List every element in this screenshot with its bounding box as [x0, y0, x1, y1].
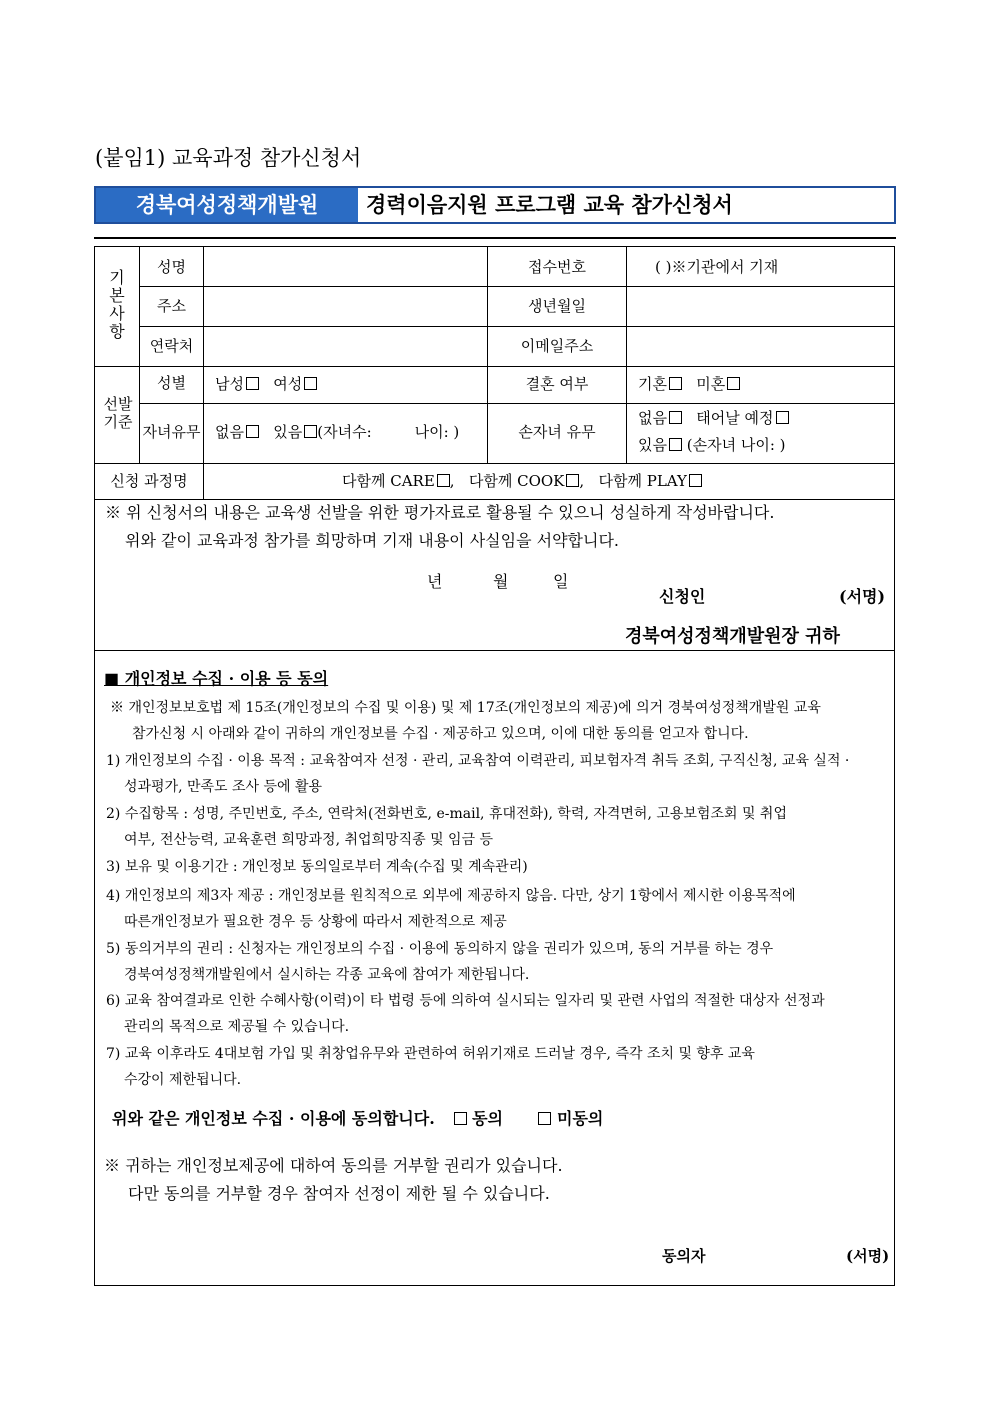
- grandchild-label: 손자녀 유무: [518, 423, 596, 441]
- receipt-label: 접수번호: [528, 258, 586, 276]
- applicant-label: 신청인: [659, 587, 706, 606]
- male-checkbox[interactable]: [246, 377, 259, 390]
- care-checkbox[interactable]: [437, 474, 450, 487]
- privacy-notice-2: 다만 동의를 거부할 경우 참여자 선정이 제한 될 수 있습니다.: [128, 1184, 550, 1203]
- privacy-item-2: 2) 수집항목 : 성명, 주민번호, 주소, 연락처(전화번호, e-mail, 휴대전화), 학력, 자격면허, 고용보험조회 및 취업 여부, 전산능력, 교육훈련 희망과정, 취업희망직종 및 임금 등: [106, 806, 787, 848]
- privacy-item-1: 1) 개인정보의 수집 · 이용 목적 : 교육참여자 선정 · 관리, 교육참여 이력관리, 피보험자격 취득 조회, 구직신청, 교육 실적 · 성과평가, 만족도 조사 등에 활용: [106, 753, 850, 795]
- married-checkbox[interactable]: [669, 377, 682, 390]
- selection-label: 선발기준: [103, 395, 133, 431]
- contact-label: 연락처: [149, 337, 194, 355]
- privacy-item-4: 4) 개인정보의 제3자 제공 : 개인정보를 원칙적으로 외부에 제공하지 않음. 다만, 상기 1항에서 제시한 이용목적에 따른개인정보가 필요한 경우 등 상황에 따라서 제한적으로 제공: [106, 888, 796, 930]
- attachment-title: (붙임1) 교육과정 참가신청서: [95, 146, 362, 170]
- course-label: 신청 과정명: [110, 472, 188, 490]
- consenter-signature: (서명): [846, 1247, 890, 1265]
- play-checkbox[interactable]: [689, 474, 702, 487]
- marriage-options: 기혼 미혼: [638, 374, 740, 394]
- date-day: 일: [553, 572, 569, 591]
- grandchild-options-2: 있음 (손자녀 나이: ): [638, 436, 786, 454]
- grandchild-none-checkbox[interactable]: [669, 411, 682, 424]
- children-label: 자녀유무: [142, 423, 201, 441]
- pledge-text: 위와 같이 교육과정 참가를 희망하며 기재 내용이 사실임을 서약합니다.: [125, 531, 619, 550]
- grandchild-options-1: 없음 태어날 예정: [638, 408, 789, 428]
- date-month: 월: [493, 572, 509, 591]
- children-yes-checkbox[interactable]: [304, 425, 317, 438]
- privacy-title: ■ 개인정보 수집 · 이용 등 동의: [104, 669, 329, 688]
- receipt-note: ( )※기관에서 기재: [655, 258, 779, 276]
- email-label: 이메일주소: [520, 337, 594, 355]
- address-label: 주소: [157, 297, 186, 315]
- privacy-item-6: 6) 교육 참여결과로 인한 수혜사항(이력)이 타 법령 등에 의하여 실시되는 일자리 및 관련 사업의 적절한 대상자 선정과 관리의 목적으로 제공될 수 있습니다.: [106, 993, 825, 1035]
- gender-label: 성별: [157, 374, 186, 392]
- privacy-item-7: 7) 교육 이후라도 4대보험 가입 및 취창업유무와 관련하여 허위기재로 드러날 경우, 즉각 조치 및 향후 교육 수강이 제한됩니다.: [106, 1046, 755, 1088]
- privacy-notice-1: ※ 귀하는 개인정보제공에 대하여 동의를 거부할 권리가 있습니다.: [104, 1156, 563, 1175]
- divider: [94, 237, 896, 239]
- agree-checkbox[interactable]: [454, 1112, 467, 1125]
- basic-info-label: 기본사항: [109, 268, 125, 341]
- date-year: 년: [427, 572, 443, 591]
- children-options: 없음 있음 (자녀수: 나이: ): [215, 423, 460, 441]
- banner-org: 경북여성정책개발원: [96, 188, 358, 222]
- birth-label: 생년월일: [528, 297, 586, 315]
- applicant-signature: (서명): [839, 587, 886, 606]
- addressee: 경북여성정책개발원장 귀하: [625, 626, 840, 647]
- grandchild-expected-checkbox[interactable]: [776, 411, 789, 424]
- grandchild-yes-checkbox[interactable]: [669, 438, 682, 451]
- disagree-checkbox[interactable]: [538, 1112, 551, 1125]
- banner-title: 경력이음지원 프로그램 교육 참가신청서: [366, 193, 733, 217]
- name-label: 성명: [157, 258, 186, 276]
- cook-checkbox[interactable]: [566, 474, 579, 487]
- gender-options: 남성 여성: [215, 374, 317, 394]
- unmarried-checkbox[interactable]: [727, 377, 740, 390]
- consenter-label: 동의자: [662, 1247, 706, 1265]
- female-checkbox[interactable]: [304, 377, 317, 390]
- children-none-checkbox[interactable]: [246, 425, 259, 438]
- form-banner: [94, 186, 896, 224]
- privacy-item-5: 5) 동의거부의 권리 : 신청자는 개인정보의 수집 · 이용에 동의하지 않을 권리가 있으며, 동의 거부를 하는 경우 경북여성정책개발원에서 실시하는 각종 교육에 참여가 제한됩니다.: [106, 941, 774, 983]
- privacy-item-3: 3) 보유 및 이용기간 : 개인정보 동의일로부터 계속(수집 및 계속관리): [106, 859, 528, 875]
- course-options: 다함께 CARE , 다함께 COOK , 다함께 PLAY: [342, 471, 702, 491]
- privacy-intro: ※ 개인정보보호법 제 15조(개인정보의 수집 및 이용) 및 제 17조(개인정보의 제공)에 의거 경북여성정책개발원 교육 참가신청 시 아래와 같이 귀하의 개인정보를 수집 · 제공하고 있으며, 이에 대한 동의를 얻고자 합니다.: [110, 700, 821, 742]
- marriage-label: 결혼 여부: [525, 375, 589, 393]
- form-notice: ※ 위 신청서의 내용은 교육생 선발을 위한 평가자료로 활용될 수 있으니 성실하게 작성바랍니다.: [105, 503, 775, 522]
- consent-question: 위와 같은 개인정보 수집 · 이용에 동의합니다. 동의 미동의: [112, 1109, 604, 1128]
